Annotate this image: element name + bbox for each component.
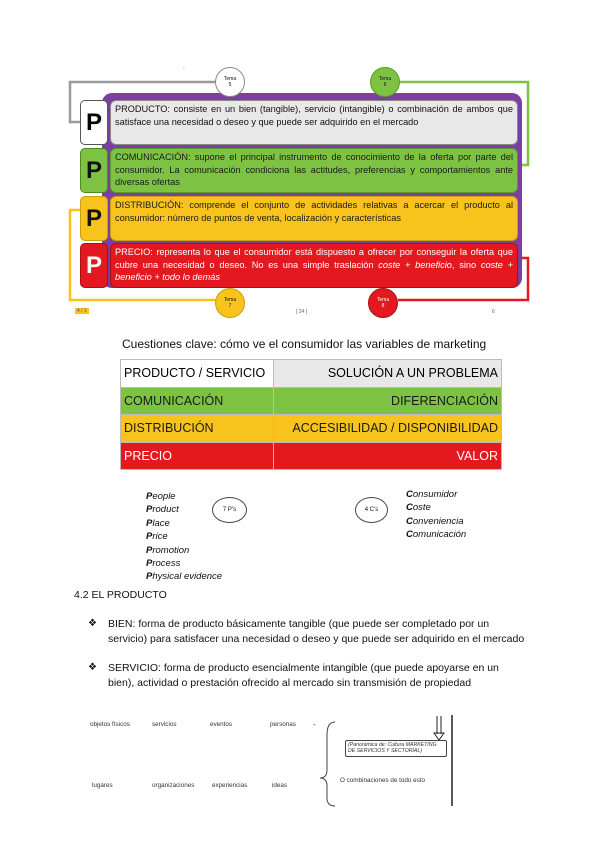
sketch-dash: -	[313, 720, 316, 729]
circle-number: 8	[381, 303, 385, 309]
rest: oste	[412, 502, 431, 514]
sketch-item: eventos	[210, 721, 233, 728]
circle-number: 7	[228, 303, 232, 309]
table-cell: DISTRIBUCIÓN	[121, 415, 274, 443]
comunicacion-description: COMUNICACIÓN: supone el principal instrumento de conocimiento de la oferta por parte del consumidor. La comunicación condiciona las actitudes, preferencias y comportamientos ante diversas ofertas	[110, 148, 518, 193]
bullet-text: SERVICIO: forma de producto esencialmente intangible (que puede apoyarse en un bien), actividad o prestación ofrecido al mercado sin transmisión de propiedad	[108, 662, 499, 689]
table-cell: PRODUCTO / SERVICIO	[121, 360, 274, 388]
circle-label: Tema	[378, 76, 392, 82]
rest: lace	[152, 517, 170, 529]
table-cell: VALOR	[274, 442, 502, 470]
producto-letter: P	[80, 100, 108, 145]
initial: C	[406, 502, 413, 514]
table-cell: DIFERENCIACIÓN	[274, 387, 502, 415]
bullet-text: BIEN: forma de producto básicamente tangible (que puede ser completado por un servicio) para satisfacer una necesidad o deseo y que puede ser adquirido en el mercado	[108, 618, 525, 645]
diamond-bullet-icon: ❖	[88, 662, 97, 673]
bottom-page-marker: [ 24 ]	[296, 309, 308, 315]
initial: C	[406, 529, 413, 541]
table-cell: SOLUCIÓN A UN PROBLEMA	[274, 360, 502, 388]
initial: P	[146, 491, 153, 502]
initial: P	[146, 571, 153, 583]
circle-number: 5	[228, 82, 232, 88]
sketch-item: lugares	[92, 782, 113, 789]
rest: roduct	[152, 504, 179, 516]
initial: C	[406, 489, 413, 500]
section-heading: 4.2 EL PRODUCTO	[74, 589, 167, 601]
circle-label: Tema	[223, 297, 237, 303]
sketch-item: objetos físicos	[90, 721, 130, 728]
circle-label: Tema	[223, 76, 237, 82]
precio-letter: P	[80, 243, 108, 288]
rest: onsumidor	[412, 489, 458, 500]
rest: rocess	[152, 558, 181, 570]
initial: P	[146, 558, 153, 570]
arrow-head	[434, 733, 444, 740]
distribucion-description: DISTRIBUCIÓN: comprende el conjunto de actividades relativas a acercar el producto al consumidor: número de puntos de venta, localización y características	[110, 196, 518, 241]
key-questions-title: Cuestiones clave: cómo ve el consumidor las variables de marketing	[122, 337, 487, 351]
rest: rice	[152, 531, 168, 543]
sketch-item: organizaciones	[152, 782, 195, 789]
initial: P	[146, 544, 153, 556]
circle-number: 6	[383, 82, 387, 88]
table-cell: PRECIO	[121, 442, 274, 470]
distribucion-letter: P	[80, 196, 108, 241]
top-mark: -	[183, 66, 185, 72]
rest: romotion	[152, 544, 190, 556]
initial: P	[146, 531, 153, 543]
rest: onveniencia	[412, 515, 464, 527]
sketch-item: servicios	[152, 721, 177, 728]
sketch-item: experiencias	[212, 782, 248, 789]
note-text: (Panorámica de: Cultura MARKETING DE SERVICIOS Y SECTORIAL)	[348, 742, 437, 754]
brace	[320, 722, 335, 806]
initial: P	[146, 504, 153, 516]
bottom-right-marker: 6	[492, 309, 495, 315]
precio-text-mid: , sino	[451, 259, 481, 270]
four-cs-oval: 4 C's	[355, 497, 388, 523]
precio-italic-1: coste + beneficio	[378, 259, 452, 270]
sketch-item: ideas	[272, 782, 288, 789]
rest: eople	[152, 491, 176, 502]
circle-label: Tema	[376, 297, 390, 303]
producto-description: PRODUCTO: consiste en un bien (tangible), servicio (intangible) o combinación de ambos que satisface una necesidad o deseo y que puede ser adquirido en el mercado	[110, 100, 518, 145]
precio-text: PRECIO: representa lo que el consumidor está dispuesto a ofrecer por conseguir la oferta que cubre una necesidad o deseo. No es una simple traslación	[115, 247, 513, 270]
combination-label: O combinaciones de todo esto	[340, 777, 426, 784]
table-cell: COMUNICACIÓN	[121, 387, 274, 415]
initial: P	[146, 517, 153, 529]
table-cell: ACCESIBILIDAD / DISPONIBILIDAD	[274, 415, 502, 443]
precio-italic-2: coste + beneficio + todo lo demás	[115, 259, 513, 282]
bottom-left-logo: 4 / 1	[77, 308, 87, 314]
rest: omunicación	[412, 529, 467, 541]
initial: C	[406, 515, 413, 527]
note-box	[345, 740, 447, 757]
diamond-bullet-icon: ❖	[88, 618, 97, 629]
seven-ps-oval: 7 P's	[212, 497, 247, 523]
sketch-item: personas	[270, 721, 296, 728]
comunicacion-letter: P	[80, 148, 108, 193]
rest: hysical evidence	[152, 571, 223, 583]
